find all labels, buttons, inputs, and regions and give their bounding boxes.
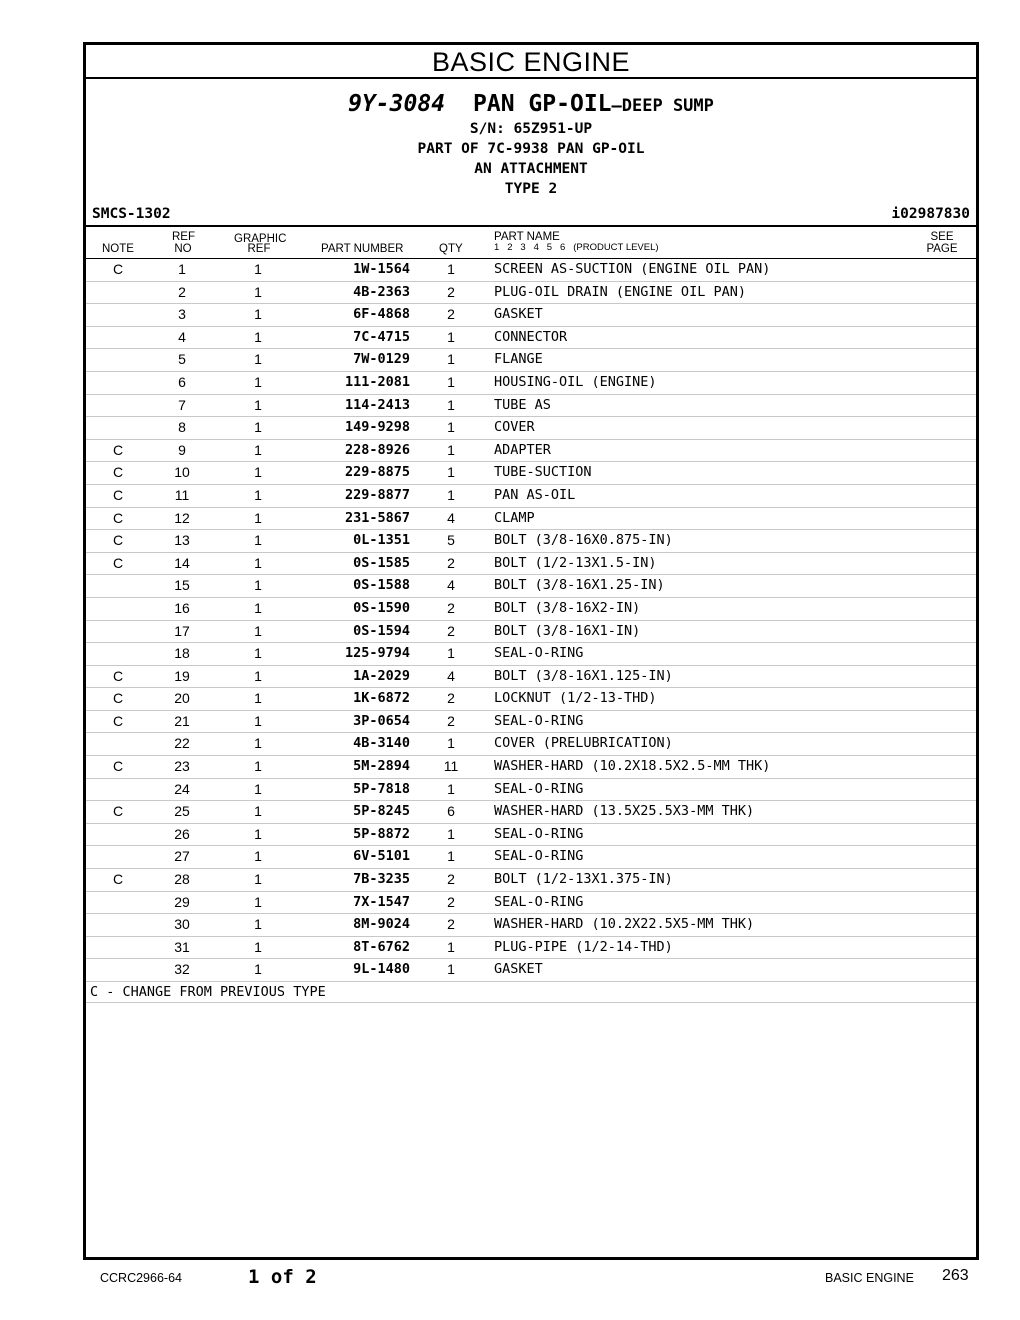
col-see-page-bottom: PAGE — [926, 243, 958, 255]
row-part-number: 0S-1594 — [353, 622, 410, 639]
parts-page-frame — [83, 42, 979, 1260]
row-qty: 1 — [447, 396, 455, 413]
row-part-number: 5M-2894 — [353, 758, 410, 775]
row-part-number: 4B-2363 — [353, 283, 410, 300]
table-row — [86, 892, 976, 915]
column-headers — [86, 225, 976, 259]
row-ref-no: 11 — [174, 486, 190, 503]
row-part-number: 1A-2029 — [353, 667, 410, 684]
row-graphic-ref: 1 — [254, 667, 262, 684]
col-graphic-ref-bottom: REF — [247, 243, 271, 255]
table-row — [86, 395, 976, 418]
row-qty: 1 — [447, 961, 455, 978]
row-ref-no: 28 — [174, 871, 190, 888]
row-note: C — [112, 690, 124, 707]
row-graphic-ref: 1 — [254, 871, 262, 888]
row-graphic-ref: 1 — [254, 373, 262, 390]
row-part-number: 1K-6872 — [353, 690, 410, 707]
row-part-name: CONNECTOR — [494, 328, 568, 345]
row-part-name: BOLT (3/8-16X1-IN) — [494, 622, 641, 639]
row-graphic-ref: 1 — [254, 486, 262, 503]
row-part-name: WASHER-HARD (10.2X22.5X5-MM THK) — [494, 916, 755, 933]
row-graphic-ref: 1 — [254, 848, 262, 865]
row-graphic-ref: 1 — [254, 916, 262, 933]
row-qty: 2 — [447, 306, 455, 323]
row-note: C — [112, 758, 124, 775]
row-ref-no: 18 — [174, 645, 190, 662]
row-ref-no: 4 — [178, 328, 186, 345]
row-graphic-ref: 1 — [254, 961, 262, 978]
row-part-name: SEAL-O-RING — [494, 645, 584, 662]
row-part-number: 7X-1547 — [353, 893, 410, 910]
row-ref-no: 22 — [174, 735, 190, 752]
table-row — [86, 688, 976, 711]
table-row — [86, 756, 976, 779]
footer-section-name: BASIC ENGINE — [825, 1271, 914, 1285]
row-ref-no: 12 — [174, 509, 190, 526]
row-graphic-ref: 1 — [254, 645, 262, 662]
part-number-title: 9Y-3084 — [348, 91, 446, 117]
col-part-number: PART NUMBER — [321, 243, 404, 255]
row-graphic-ref: 1 — [254, 441, 262, 458]
row-ref-no: 5 — [178, 351, 186, 368]
row-part-name: SEAL-O-RING — [494, 712, 584, 729]
row-qty: 4 — [447, 667, 455, 684]
row-ref-no: 9 — [178, 441, 186, 458]
row-ref-no: 14 — [174, 554, 190, 571]
row-qty: 2 — [447, 599, 455, 616]
row-ref-no: 21 — [174, 712, 190, 729]
row-part-name: COVER — [494, 419, 535, 436]
row-qty: 1 — [447, 938, 455, 955]
row-ref-no: 25 — [174, 803, 190, 820]
row-part-number: 8M-9024 — [353, 916, 410, 933]
row-part-name: WASHER-HARD (13.5X25.5X3-MM THK) — [494, 803, 755, 820]
row-ref-no: 26 — [174, 825, 190, 842]
row-part-name: SEAL-O-RING — [494, 825, 584, 842]
row-part-name: BOLT (1/2-13X1.5-IN) — [494, 554, 657, 571]
row-part-name: BOLT (3/8-16X1.25-IN) — [494, 577, 665, 594]
row-part-name: CLAMP — [494, 509, 535, 526]
row-note: C — [112, 464, 124, 481]
row-part-name: SEAL-O-RING — [494, 893, 584, 910]
row-part-name: SEAL-O-RING — [494, 780, 584, 797]
row-qty: 1 — [447, 848, 455, 865]
part-name-suffix: —DEEP SUMP — [611, 96, 714, 116]
row-part-number: 125-9794 — [344, 645, 410, 662]
row-graphic-ref: 1 — [254, 758, 262, 775]
row-graphic-ref: 1 — [254, 893, 262, 910]
serial-number: S/N: 65Z951-UP — [469, 121, 593, 137]
row-graphic-ref: 1 — [254, 509, 262, 526]
row-part-number: 9L-1480 — [353, 961, 410, 978]
part-name-title: PAN GP-OIL — [473, 91, 612, 117]
row-graphic-ref: 1 — [254, 328, 262, 345]
table-row — [86, 869, 976, 892]
row-qty: 1 — [447, 441, 455, 458]
row-ref-no: 13 — [174, 532, 190, 549]
row-graphic-ref: 1 — [254, 283, 262, 300]
table-row — [86, 711, 976, 734]
row-ref-no: 20 — [174, 690, 190, 707]
row-part-number: 114-2413 — [344, 396, 410, 413]
row-graphic-ref: 1 — [254, 712, 262, 729]
col-graphic-ref-top: GRAPHIC — [234, 233, 287, 245]
col-ref-no-top: REF — [172, 231, 195, 243]
row-part-name: SEAL-O-RING — [494, 848, 584, 865]
row-ref-no: 19 — [174, 667, 190, 684]
row-note: C — [112, 441, 124, 458]
table-row — [86, 643, 976, 666]
row-graphic-ref: 1 — [254, 622, 262, 639]
table-row — [86, 508, 976, 531]
row-part-number: 0S-1585 — [353, 554, 410, 571]
type-line: TYPE 2 — [504, 181, 558, 197]
table-row — [86, 621, 976, 644]
smcs-code: SMCS-1302 — [92, 206, 171, 222]
row-part-number: 228-8926 — [344, 441, 410, 458]
table-row — [86, 824, 976, 847]
row-ref-no: 7 — [178, 396, 186, 413]
row-qty: 1 — [447, 486, 455, 503]
row-qty: 1 — [447, 261, 455, 277]
table-row — [86, 440, 976, 463]
row-ref-no: 27 — [174, 848, 190, 865]
row-ref-no: 16 — [174, 599, 190, 616]
row-part-name: BOLT (3/8-16X1.125-IN) — [494, 667, 673, 684]
row-ref-no: 17 — [174, 622, 190, 639]
row-graphic-ref: 1 — [254, 938, 262, 955]
row-ref-no: 10 — [174, 464, 190, 481]
table-row — [86, 937, 976, 960]
row-part-number: 8T-6762 — [353, 938, 410, 955]
table-row — [86, 959, 976, 982]
row-qty: 2 — [447, 871, 455, 888]
row-part-number: 5P-7818 — [353, 780, 410, 797]
row-graphic-ref: 1 — [254, 780, 262, 797]
row-qty: 1 — [447, 373, 455, 390]
row-part-number: 7C-4715 — [353, 328, 410, 345]
row-graphic-ref: 1 — [254, 464, 262, 481]
table-row — [86, 530, 976, 553]
row-part-name: GASKET — [494, 306, 543, 323]
row-note: C — [112, 554, 124, 571]
row-part-number: 149-9298 — [344, 419, 410, 436]
row-part-number: 5P-8245 — [353, 803, 410, 820]
row-graphic-ref: 1 — [254, 577, 262, 594]
table-row — [86, 282, 976, 305]
col-qty: QTY — [439, 243, 463, 255]
row-part-name: HOUSING-OIL (ENGINE) — [494, 373, 657, 390]
row-qty: 1 — [447, 735, 455, 752]
row-part-name: TUBE-SUCTION — [494, 464, 592, 481]
row-qty: 1 — [447, 351, 455, 368]
row-part-number: 0S-1590 — [353, 599, 410, 616]
row-part-number: 111-2081 — [344, 373, 410, 390]
row-graphic-ref: 1 — [254, 306, 262, 323]
row-part-name: GASKET — [494, 961, 543, 978]
parts-list — [86, 259, 976, 982]
row-part-name: SCREEN AS-SUCTION (ENGINE OIL PAN) — [494, 261, 771, 277]
row-qty: 1 — [447, 780, 455, 797]
row-ref-no: 6 — [178, 373, 186, 390]
row-ref-no: 2 — [178, 283, 186, 300]
row-ref-no: 30 — [174, 916, 190, 933]
change-footnote: C - CHANGE FROM PREVIOUS TYPE — [86, 982, 976, 1003]
row-qty: 1 — [447, 645, 455, 662]
table-row — [86, 733, 976, 756]
row-part-name: BOLT (3/8-16X2-IN) — [494, 599, 641, 616]
row-graphic-ref: 1 — [254, 532, 262, 549]
col-ref-no-bottom: NO — [174, 243, 192, 255]
row-qty: 2 — [447, 283, 455, 300]
row-graphic-ref: 1 — [254, 396, 262, 413]
row-part-name: LOCKNUT (1/2-13-THD) — [494, 690, 657, 707]
row-part-name: PLUG-OIL DRAIN (ENGINE OIL PAN) — [494, 283, 746, 300]
row-graphic-ref: 1 — [254, 735, 262, 752]
row-part-name: PAN AS-OIL — [494, 486, 576, 503]
row-qty: 2 — [447, 916, 455, 933]
table-row — [86, 417, 976, 440]
row-ref-no: 8 — [178, 419, 186, 436]
row-qty: 1 — [447, 464, 455, 481]
table-row — [86, 666, 976, 689]
section-title: BASIC ENGINE — [86, 45, 976, 79]
row-graphic-ref: 1 — [254, 554, 262, 571]
row-qty: 11 — [443, 758, 459, 775]
row-part-number: 1W-1564 — [353, 261, 410, 277]
row-qty: 6 — [447, 803, 455, 820]
row-note: C — [112, 509, 124, 526]
row-qty: 2 — [447, 554, 455, 571]
row-note: C — [112, 261, 124, 277]
table-row — [86, 914, 976, 937]
table-row — [86, 485, 976, 508]
row-part-number: 6V-5101 — [353, 848, 410, 865]
row-ref-no: 32 — [174, 961, 190, 978]
row-part-name: COVER (PRELUBRICATION) — [494, 735, 673, 752]
table-row — [86, 801, 976, 824]
row-qty: 4 — [447, 577, 455, 594]
row-qty: 2 — [447, 893, 455, 910]
page-of-indicator: 1 of 2 — [248, 1266, 317, 1288]
part-header — [86, 79, 976, 225]
table-row — [86, 372, 976, 395]
illustration-id: i02987830 — [891, 206, 970, 222]
col-see-page-top: SEE — [930, 231, 954, 243]
part-title — [86, 91, 976, 117]
row-ref-no: 31 — [174, 938, 190, 955]
row-part-number: 4B-3140 — [353, 735, 410, 752]
row-part-name: PLUG-PIPE (1/2-14-THD) — [494, 938, 673, 955]
row-note: C — [112, 803, 124, 820]
row-qty: 4 — [447, 509, 455, 526]
row-part-number: 5P-8872 — [353, 825, 410, 842]
row-ref-no: 24 — [174, 780, 190, 797]
row-part-number: 6F-4868 — [353, 306, 410, 323]
row-qty: 2 — [447, 690, 455, 707]
table-row — [86, 553, 976, 576]
row-qty: 2 — [447, 712, 455, 729]
col-product-level: 1 2 3 4 5 6 (PRODUCT LEVEL) — [494, 242, 659, 253]
row-qty: 1 — [447, 328, 455, 345]
table-row — [86, 598, 976, 621]
row-qty: 1 — [447, 825, 455, 842]
row-note: C — [112, 667, 124, 684]
col-note: NOTE — [102, 243, 134, 255]
table-row — [86, 779, 976, 802]
table-row — [86, 349, 976, 372]
row-part-name: TUBE AS — [494, 396, 551, 413]
row-graphic-ref: 1 — [254, 690, 262, 707]
row-part-name: BOLT (3/8-16X0.875-IN) — [494, 532, 673, 549]
row-ref-no: 15 — [174, 577, 190, 594]
row-graphic-ref: 1 — [254, 261, 262, 277]
row-part-name: WASHER-HARD (10.2X18.5X2.5-MM THK) — [494, 758, 771, 775]
row-part-name: BOLT (1/2-13X1.375-IN) — [494, 871, 673, 888]
part-of-line: PART OF 7C-9938 PAN GP-OIL — [417, 141, 645, 157]
row-graphic-ref: 1 — [254, 825, 262, 842]
col-part-name: PART NAME — [494, 231, 560, 243]
document-code: CCRC2966-64 — [100, 1271, 182, 1285]
row-ref-no: 3 — [178, 306, 186, 323]
attachment-line: AN ATTACHMENT — [474, 161, 588, 177]
row-part-number: 7B-3235 — [353, 871, 410, 888]
row-part-number: 0L-1351 — [353, 532, 410, 549]
row-part-name: ADAPTER — [494, 441, 551, 458]
table-row — [86, 462, 976, 485]
table-row — [86, 575, 976, 598]
row-qty: 5 — [447, 532, 455, 549]
row-part-number: 3P-0654 — [353, 712, 410, 729]
row-ref-no: 29 — [174, 893, 190, 910]
row-note: C — [112, 486, 124, 503]
table-row — [86, 259, 976, 282]
table-row — [86, 304, 976, 327]
row-graphic-ref: 1 — [254, 803, 262, 820]
row-note: C — [112, 712, 124, 729]
table-row — [86, 327, 976, 350]
row-graphic-ref: 1 — [254, 351, 262, 368]
row-ref-no: 1 — [178, 261, 186, 277]
row-part-number: 231-5867 — [344, 509, 410, 526]
row-graphic-ref: 1 — [254, 419, 262, 436]
row-part-name: FLANGE — [494, 351, 543, 368]
table-row — [86, 846, 976, 869]
row-part-number: 7W-0129 — [353, 351, 410, 368]
row-part-number: 0S-1588 — [353, 577, 410, 594]
row-note: C — [112, 532, 124, 549]
row-graphic-ref: 1 — [254, 599, 262, 616]
page-number: 263 — [942, 1267, 969, 1284]
row-qty: 1 — [447, 419, 455, 436]
row-part-number: 229-8877 — [344, 486, 410, 503]
row-part-number: 229-8875 — [344, 464, 410, 481]
row-qty: 2 — [447, 622, 455, 639]
row-ref-no: 23 — [174, 758, 190, 775]
row-note: C — [112, 871, 124, 888]
